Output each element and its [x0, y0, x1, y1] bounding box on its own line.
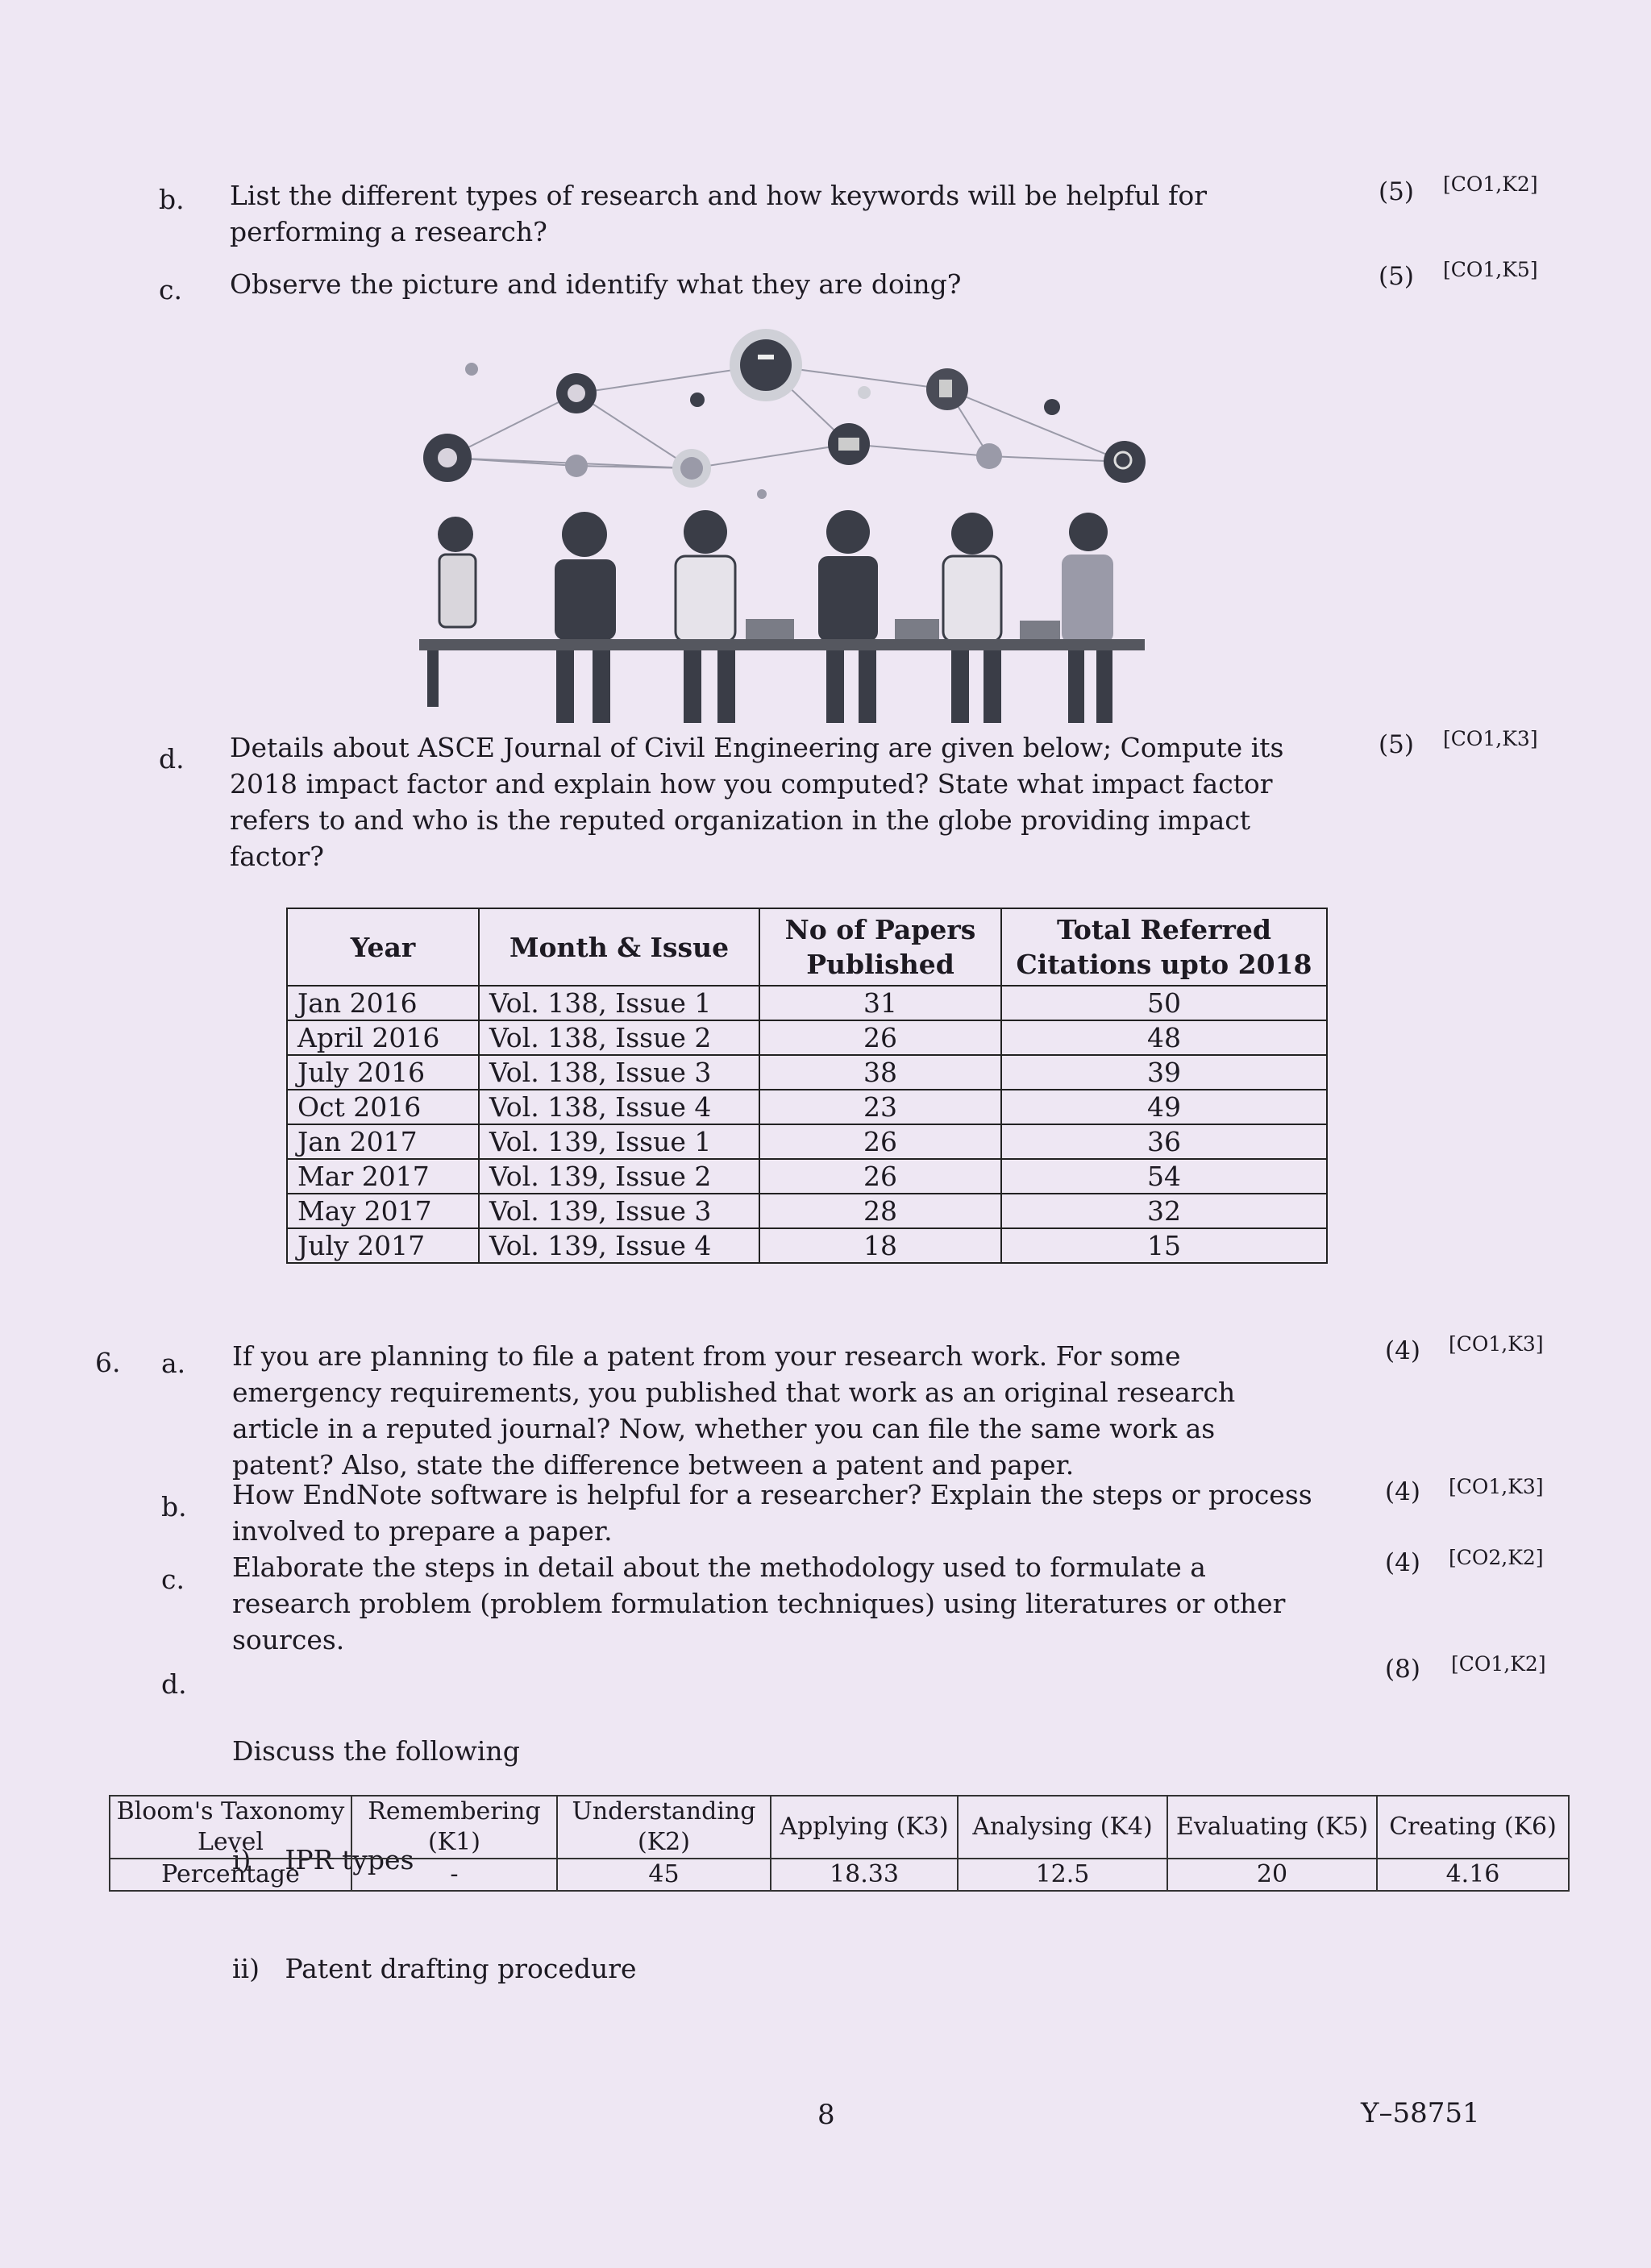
question-5d-marks: (5) — [1379, 730, 1414, 759]
question-6a-co: [CO1,K3] — [1449, 1332, 1544, 1356]
cell-year: April 2016 — [287, 1020, 479, 1055]
question-5d-text — [230, 729, 1350, 874]
journal-citations-table — [286, 908, 1328, 1264]
cell-issue: Vol. 138, Issue 4 — [479, 1090, 759, 1124]
column-header: Understanding (K2) — [557, 1796, 771, 1859]
people-group — [419, 510, 1145, 723]
row-label: Percentage — [110, 1859, 351, 1891]
question-6-number: 6. — [95, 1347, 121, 1378]
question-5b-co: [CO1,K2] — [1443, 172, 1538, 196]
question-6b-marks: (4) — [1385, 1477, 1420, 1506]
cell-citations: 15 — [1001, 1228, 1327, 1263]
table-row — [287, 1159, 1327, 1194]
cell-issue: Vol. 138, Issue 2 — [479, 1020, 759, 1055]
cell-year: July 2016 — [287, 1055, 479, 1090]
cell-year: Jan 2016 — [287, 986, 479, 1020]
cell-citations: 50 — [1001, 986, 1327, 1020]
percentage-cell: 12.5 — [958, 1859, 1167, 1891]
question-line: If you are planning to file a patent from your research work. For some — [232, 1340, 1181, 1372]
blooms-taxonomy-table — [109, 1795, 1570, 1892]
question-line: How EndNote software is helpful for a researcher? Explain the steps or process — [232, 1479, 1312, 1510]
question-5c-text — [230, 266, 1350, 302]
page-number: 8 — [817, 2099, 835, 2131]
cell-papers: 26 — [759, 1020, 1001, 1055]
question-5c-marks: (5) — [1379, 262, 1414, 291]
table-row — [287, 1055, 1327, 1090]
cell-papers: 38 — [759, 1055, 1001, 1090]
table-row — [287, 1090, 1327, 1124]
gear-icon — [565, 455, 588, 477]
question-line: research problem (problem formulation techniques) using literatures or other — [232, 1588, 1286, 1619]
question-line: involved to prepare a paper. — [232, 1515, 613, 1547]
table-row — [110, 1859, 1569, 1891]
question-line: sources. — [232, 1624, 345, 1655]
question-5c-co: [CO1,K5] — [1443, 258, 1538, 281]
question-line: Elaborate the steps in detail about the methodology used to formulate a — [232, 1551, 1206, 1583]
cell-papers: 26 — [759, 1124, 1001, 1159]
percentage-cell: 20 — [1167, 1859, 1377, 1891]
search-icon — [1104, 441, 1146, 483]
table-header-row — [110, 1796, 1569, 1859]
percentage-cell: 45 — [557, 1859, 771, 1891]
percentage-cell: 18.33 — [771, 1859, 958, 1891]
column-header: Creating (K6) — [1377, 1796, 1569, 1859]
question-line: Details about ASCE Journal of Civil Engineering are given below; Compute its — [230, 732, 1284, 763]
column-header: No of Papers Published — [759, 908, 1001, 986]
question-5c-label: c. — [159, 274, 182, 305]
percentage-cell: 4.16 — [1377, 1859, 1569, 1891]
question-line: List the different types of research and how keywords will be helpful for — [230, 180, 1208, 211]
question-5d-co: [CO1,K3] — [1443, 727, 1538, 750]
column-header: Year — [287, 908, 479, 986]
team-meeting-illustration — [419, 321, 1193, 724]
question-line: article in a reputed journal? Now, whether you can file the same work as — [232, 1413, 1216, 1444]
cell-papers: 23 — [759, 1090, 1001, 1124]
cell-citations: 32 — [1001, 1194, 1327, 1228]
cell-issue: Vol. 138, Issue 3 — [479, 1055, 759, 1090]
question-line: performing a research? — [230, 216, 547, 247]
table-surface — [419, 639, 1145, 650]
question-line: emergency requirements, you published that work as an original research — [232, 1377, 1236, 1408]
question-5d-label: d. — [159, 743, 185, 775]
cell-issue: Vol. 139, Issue 1 — [479, 1124, 759, 1159]
cell-papers: 18 — [759, 1228, 1001, 1263]
column-header: Month & Issue — [479, 908, 759, 986]
question-line: refers to and who is the reputed organization in the globe providing impact — [230, 804, 1251, 836]
question-6d-co: [CO1,K2] — [1451, 1652, 1546, 1676]
cell-citations: 54 — [1001, 1159, 1327, 1194]
question-line: factor? — [230, 841, 324, 872]
question-5b-label: b. — [159, 184, 185, 215]
column-header: Applying (K3) — [771, 1796, 958, 1859]
question-6b-co: [CO1,K3] — [1449, 1475, 1544, 1498]
cell-issue: Vol. 138, Issue 1 — [479, 986, 759, 1020]
question-6a-text — [232, 1338, 1353, 1483]
question-6b-text — [232, 1477, 1353, 1549]
table-row — [287, 1124, 1327, 1159]
question-6b-label: b. — [161, 1491, 187, 1522]
question-6a-marks: (4) — [1385, 1336, 1420, 1365]
cell-citations: 49 — [1001, 1090, 1327, 1124]
question-6c-co: [CO2,K2] — [1449, 1546, 1544, 1569]
column-header: Bloom's Taxonomy Level — [110, 1796, 351, 1859]
question-6d-marks: (8) — [1385, 1655, 1420, 1684]
question-5b-text — [230, 177, 1350, 250]
chart-icon — [976, 443, 1002, 469]
question-line: i) IPR types — [232, 1844, 414, 1875]
cell-papers: 26 — [759, 1159, 1001, 1194]
table-row — [287, 1228, 1327, 1263]
cell-issue: Vol. 139, Issue 4 — [479, 1228, 759, 1263]
question-6c-label: c. — [161, 1564, 185, 1595]
cell-citations: 39 — [1001, 1055, 1327, 1090]
question-line: 2018 impact factor and explain how you computed? State what impact factor — [230, 768, 1273, 800]
question-line: patent? Also, state the difference between a patent and paper. — [232, 1449, 1075, 1481]
table-row — [287, 986, 1327, 1020]
column-header: Total Referred Citations upto 2018 — [1001, 908, 1327, 986]
question-6c-marks: (4) — [1385, 1548, 1420, 1577]
question-6d-label: d. — [161, 1668, 187, 1700]
column-header: Evaluating (K5) — [1167, 1796, 1377, 1859]
table-row — [287, 1194, 1327, 1228]
cell-year: Oct 2016 — [287, 1090, 479, 1124]
cell-issue: Vol. 139, Issue 2 — [479, 1159, 759, 1194]
cell-citations: 48 — [1001, 1020, 1327, 1055]
cell-papers: 31 — [759, 986, 1001, 1020]
column-header: Remembering (K1) — [351, 1796, 557, 1859]
percentage-cell: - — [351, 1859, 557, 1891]
question-line: ii) Patent drafting procedure — [232, 1953, 637, 1984]
question-line: Observe the picture and identify what they are doing? — [230, 268, 962, 300]
question-5b-marks: (5) — [1379, 177, 1414, 206]
question-6c-text — [232, 1549, 1353, 1658]
cell-year: Jan 2017 — [287, 1124, 479, 1159]
cell-year: May 2017 — [287, 1194, 479, 1228]
table-header-row — [287, 908, 1327, 986]
cell-citations: 36 — [1001, 1124, 1327, 1159]
question-6a-label: a. — [161, 1348, 186, 1379]
table-row — [287, 1020, 1327, 1055]
question-line: Discuss the following — [232, 1735, 520, 1767]
cell-issue: Vol. 139, Issue 3 — [479, 1194, 759, 1228]
cell-year: Mar 2017 — [287, 1159, 479, 1194]
cell-year: July 2017 — [287, 1228, 479, 1263]
paper-code: Y–58751 — [1361, 2097, 1480, 2129]
column-header: Analysing (K4) — [958, 1796, 1167, 1859]
cell-papers: 28 — [759, 1194, 1001, 1228]
